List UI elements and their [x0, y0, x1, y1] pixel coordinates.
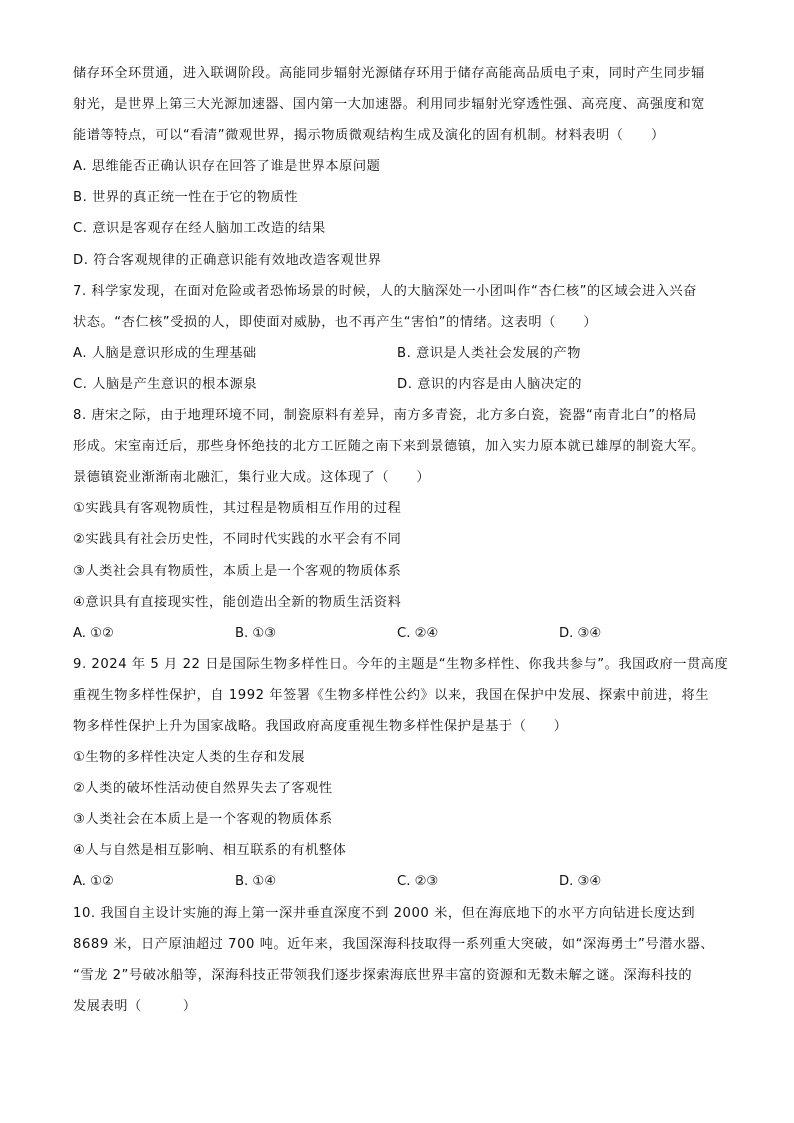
statement-4: ④意识具有直接现实性，能创造出全新的物质生活资料	[73, 594, 402, 610]
option-c[interactable]: C. 意识是客观存在经人脑加工改造的结果	[73, 221, 326, 237]
options-row	[73, 866, 723, 897]
option-b[interactable]: B. 意识是人类社会发展的产物	[397, 345, 581, 361]
option-d[interactable]: D. 意识的内容是由人脑决定的	[397, 376, 583, 392]
question-stem-line: 8. 唐宋之际，由于地理环境不同，制瓷原料有差异，南方多青瓷，北方多白瓷，瓷器“南青北白”的格局	[73, 408, 697, 424]
option-b[interactable]: B. ①④	[235, 874, 277, 890]
question-8	[73, 400, 723, 649]
option-a[interactable]: A. ①②	[73, 874, 114, 890]
statement-1: ①实践具有客观物质性，其过程是物质相互作用的过程	[73, 501, 402, 517]
question-stem-line: 形成。宋室南迁后，那些身怀绝技的北方工匠随之南下来到景德镇，加入实力原本就已雄厚的制瓷大军。	[73, 439, 705, 455]
question-stem-line: 状态。“杏仁核”受损的人，即使面对威胁，也不再产生“害怕”的情绪。这表明（ ）	[73, 314, 598, 330]
option-c[interactable]: C. 人脑是产生意识的根本源泉	[73, 376, 258, 392]
option-b[interactable]: B. 世界的真正统一性在于它的物质性	[73, 190, 299, 206]
statement-4: ④人与自然是相互影响、相互联系的有机整体	[73, 843, 347, 859]
exam-page	[73, 58, 729, 1022]
option-a[interactable]: A. 人脑是意识形成的生理基础	[73, 345, 257, 361]
statement-2: ②实践具有社会历史性，不同时代实践的水平会有不同	[73, 532, 402, 548]
question-6-continued	[73, 58, 723, 276]
question-9	[73, 649, 729, 898]
option-d[interactable]: D. ③④	[559, 625, 602, 641]
question-stem-line: 重视生物多样性保护，自 1992 年签署《生物多样性公约》以来，我国在保护中发展、探索中前进，将生	[73, 687, 709, 703]
option-a[interactable]: A. 思维能否正确认识存在回答了谁是世界本原问题	[73, 159, 381, 175]
statement-3: ③人类社会具有物质性，本质上是一个客观的物质体系	[73, 563, 402, 579]
options-row	[73, 338, 723, 369]
question-stem-line: 射光，是世界上第三大光源加速器、国内第一大加速器。利用同步辐射光穿透性强、高亮度、高强度和宽	[73, 97, 705, 113]
options-row	[73, 618, 723, 649]
question-10	[73, 898, 723, 1022]
statement-1: ①生物的多样性决定人类的生存和发展	[73, 750, 306, 766]
option-c[interactable]: C. ②④	[397, 625, 439, 641]
question-stem-line: 能谱等特点，可以“看清”微观世界，揭示物质微观结构生成及演化的固有机制。材料表明（ ）	[73, 128, 665, 144]
options-row	[73, 369, 723, 400]
option-b[interactable]: B. ①③	[235, 625, 277, 641]
option-a[interactable]: A. ①②	[73, 625, 114, 641]
question-stem-line: 7. 科学家发现，在面对危险或者恐怖场景的时候，人的大脑深处一小团叫作“杏仁核”的区域会进入兴奋	[73, 283, 697, 299]
question-stem-line: “雪龙 2”号破冰船等，深海科技正带领我们逐步探索海底世界丰富的资源和无数未解之谜。深海科技的	[73, 967, 693, 983]
question-stem-line: 发展表明（ ）	[73, 998, 197, 1014]
question-stem-line: 9. 2024 年 5 月 22 日是国际生物多样性日。今年的主题是“生物多样性、你我共参与”。我国政府一贯高度	[73, 656, 729, 672]
question-stem-line: 10. 我国自主设计实施的海上第一深井垂直深度不到 2000 米，但在海底地下的水平方向钻进长度达到	[73, 905, 696, 921]
question-7	[73, 276, 723, 400]
statement-3: ③人类社会在本质上是一个客观的物质体系	[73, 812, 333, 828]
option-c[interactable]: C. ②③	[397, 874, 439, 890]
question-stem-line: 8689 米，日产原油超过 700 吨。近年来，我国深海科技取得一系列重大突破，如“深海勇士”号潜水器、	[73, 936, 715, 952]
option-d[interactable]: D. ③④	[559, 874, 602, 890]
statement-2: ②人类的破坏性活动使自然界失去了客观性	[73, 781, 333, 797]
question-stem-line: 储存环全环贯通，进入联调阶段。高能同步辐射光源储存环用于储存高能高品质电子束，同时产生同步辐	[73, 66, 705, 81]
question-stem-line: 物多样性保护上升为国家战略。我国政府高度重视生物多样性保护是基于（ ）	[73, 718, 568, 734]
option-d[interactable]: D. 符合客观规律的正确意识能有效地改造客观世界	[73, 252, 382, 268]
question-stem-line: 景德镇瓷业渐渐南北融汇，集行业大成。这体现了（ ）	[73, 470, 431, 486]
